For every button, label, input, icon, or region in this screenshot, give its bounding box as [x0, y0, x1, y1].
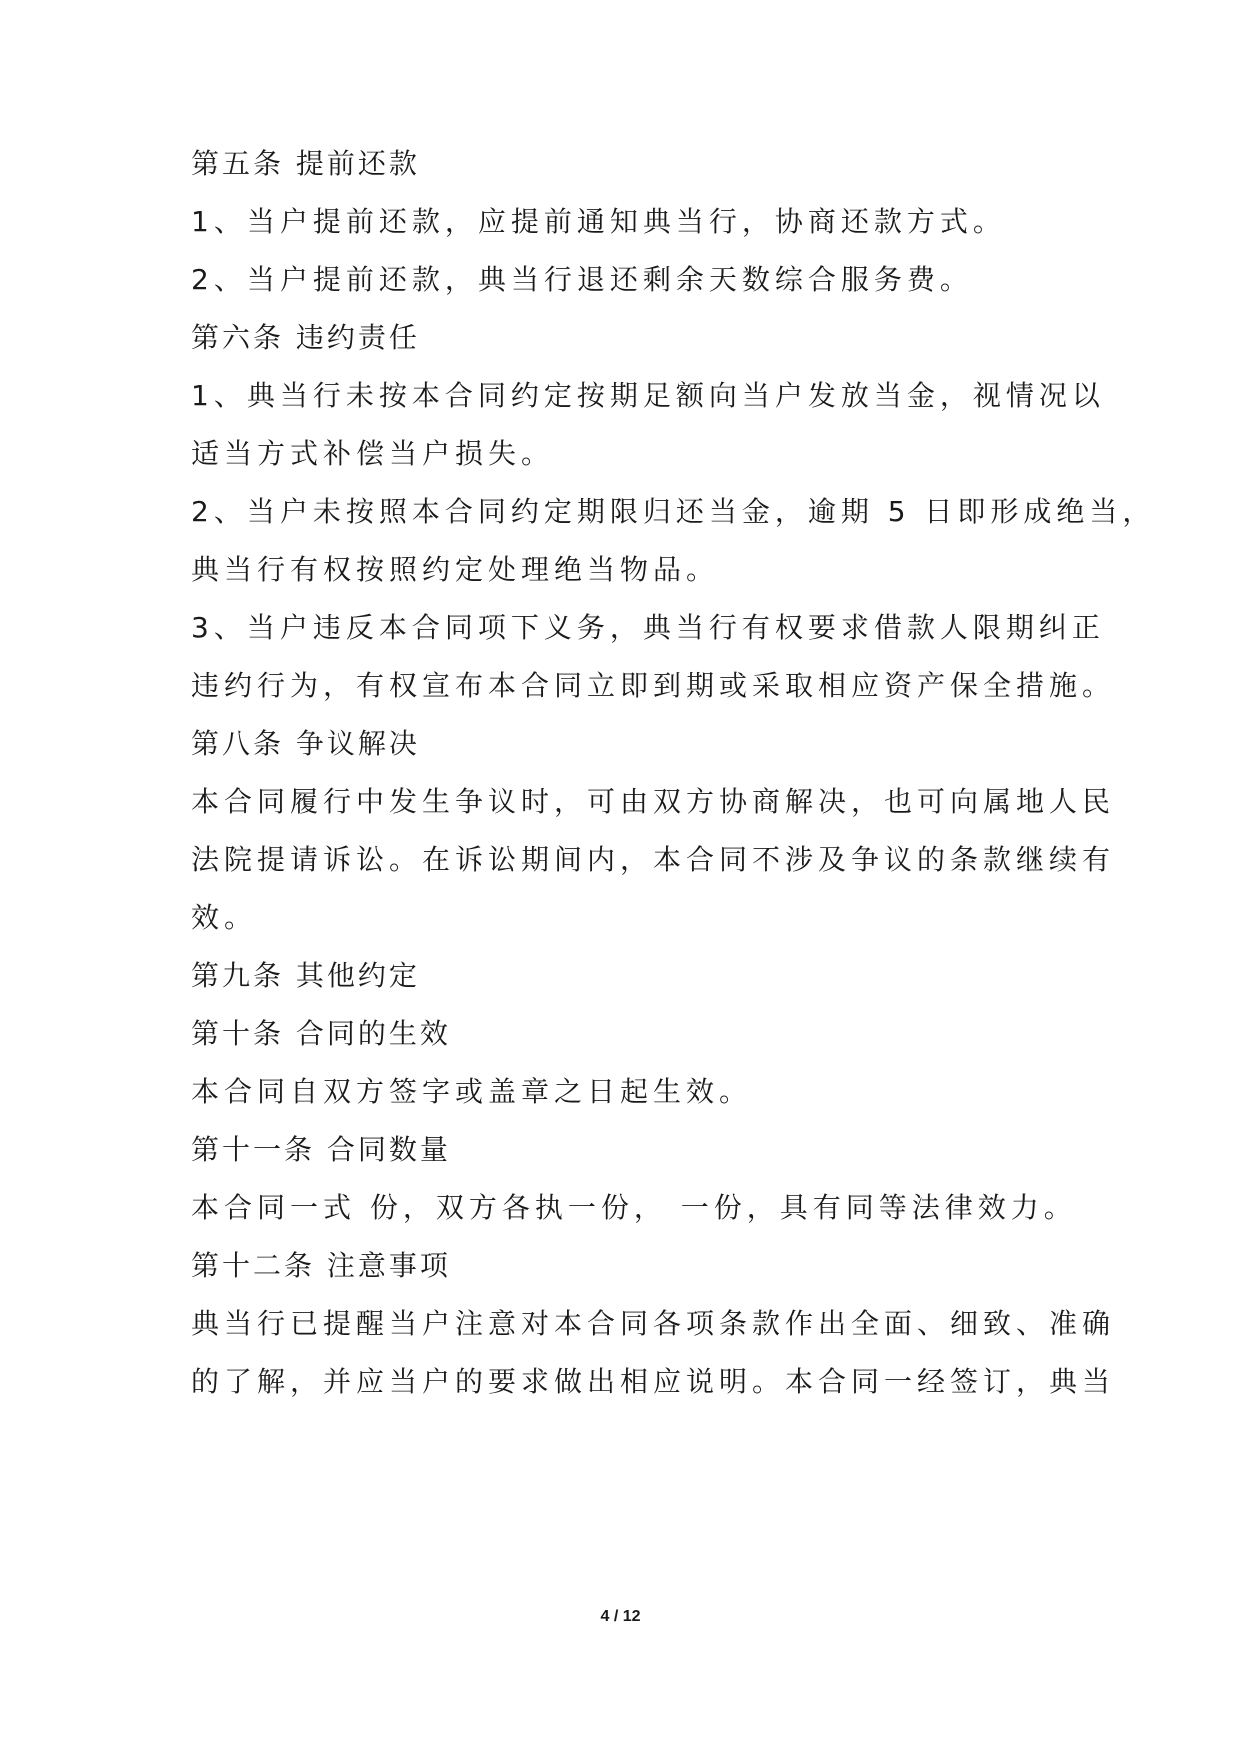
article-8-text-line-1: 本合同履行中发生争议时，可由双方协商解决，也可向属地人民 — [191, 785, 1116, 818]
article-11-heading: 第十一条 合同数量 — [191, 1133, 451, 1166]
article-6-item-2-line-1: 2、当户未按照本合同约定期限归还当金，逾期 5 日即形成绝当， — [191, 495, 1156, 528]
article-12-text-line-2: 的了解，并应当户的要求做出相应说明。本合同一经签订，典当 — [191, 1365, 1116, 1398]
article-10-text: 本合同自双方签字或盖章之日起生效。 — [191, 1075, 753, 1108]
article-6-item-3-line-1: 3、当户违反本合同项下义务，典当行有权要求借款人限期纠正 — [191, 611, 1105, 644]
article-10-heading: 第十条 合同的生效 — [191, 1017, 451, 1050]
article-5-item-1: 1、当户提前还款，应提前通知典当行，协商还款方式。 — [191, 205, 1006, 238]
article-8-text-line-3: 效。 — [191, 901, 258, 934]
article-11-text: 本合同一式 份，双方各执一份， 一份，具有同等法律效力。 — [191, 1191, 1077, 1224]
article-6-item-1-line-2: 适当方式补偿当户损失。 — [191, 437, 555, 470]
article-8-text-line-2: 法院提请诉讼。在诉讼期间内，本合同不涉及争议的条款继续有 — [191, 843, 1116, 876]
article-5-heading: 第五条 提前还款 — [191, 147, 420, 180]
article-6-heading: 第六条 违约责任 — [191, 321, 420, 354]
article-6-item-3-line-2: 违约行为，有权宣布本合同立即到期或采取相应资产保全措施。 — [191, 669, 1116, 702]
article-6-item-2-line-2: 典当行有权按照约定处理绝当物品。 — [191, 553, 720, 586]
article-9-heading: 第九条 其他约定 — [191, 959, 420, 992]
article-12-heading: 第十二条 注意事项 — [191, 1249, 451, 1282]
article-6-item-1-line-1: 1、典当行未按本合同约定按期足额向当户发放当金，视情况以 — [191, 379, 1105, 412]
article-5-item-2: 2、当户提前还款，典当行退还剩余天数综合服务费。 — [191, 263, 973, 296]
article-8-heading: 第八条 争议解决 — [191, 727, 420, 760]
article-12-text-line-1: 典当行已提醒当户注意对本合同各项条款作出全面、细致、准确 — [191, 1307, 1116, 1340]
page-number: 4 / 12 — [600, 1608, 641, 1625]
